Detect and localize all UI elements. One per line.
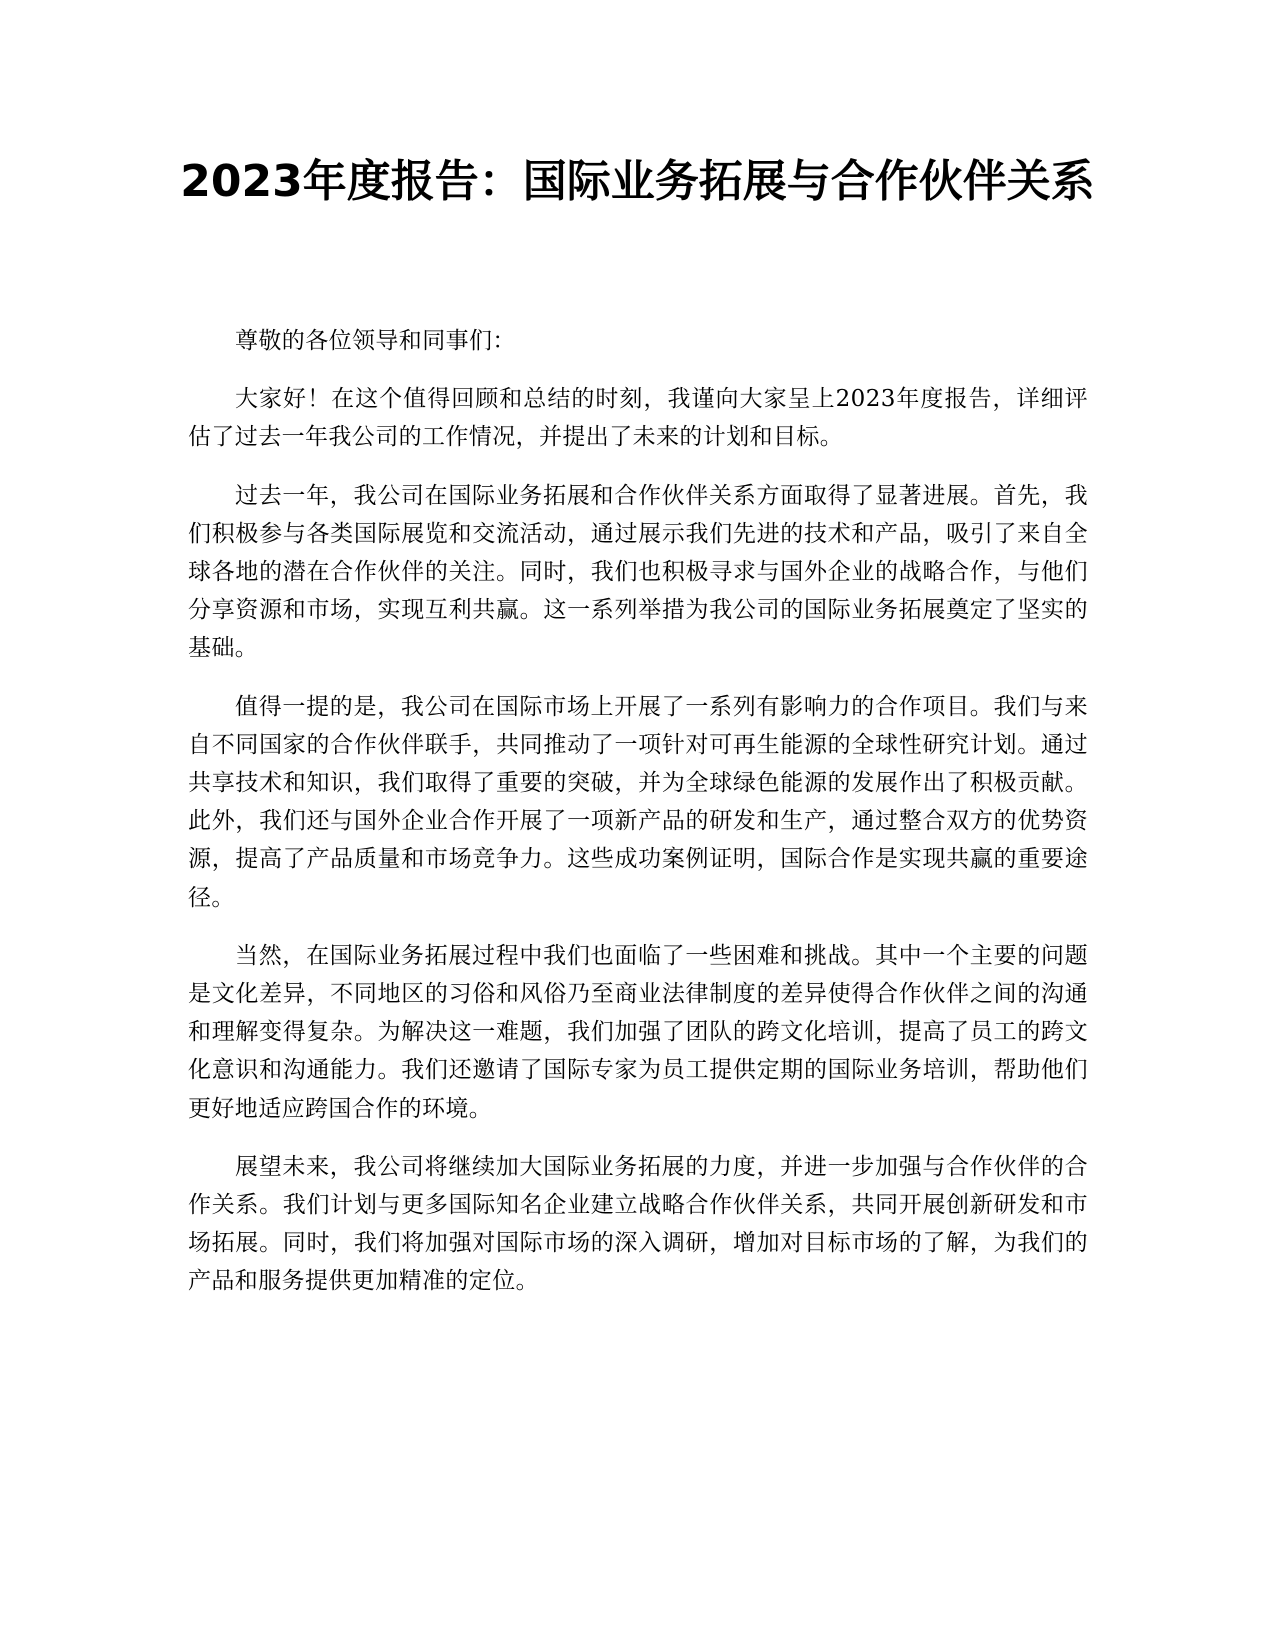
challenges-paragraph: 当然，在国际业务拓展过程中我们也面临了一些困难和挑战。其中一个主要的问题是文化差异，不同地区的习俗和风俗乃至商业法律制度的差异使得合作伙伴之间的沟通和理解变得复杂。为解决这一难题，我们加强了团队的跨文化培训，提高了员工的跨文化意识和沟通能力。我们还邀请了国际专家为员工提供定期的国际业务培训，帮助他们更好地适应跨国合作的环境。 <box>188 942 1088 1122</box>
projects-paragraph: 值得一提的是，我公司在国际市场上开展了一系列有影响力的合作项目。我们与来自不同国家的合作伙伴联手，共同推动了一项针对可再生能源的全球性研究计划。通过共享技术和知识，我们取得了重要的突破，并为全球绿色能源的发展作出了积极贡献。此外，我们还与国外企业合作开展了一项新产品的研发和生产，通过整合双方的优势资源，提高了产品质量和市场竞争力。这些成功案例证明，国际合作是实现共赢的重要途径。 <box>188 693 1088 911</box>
outlook-paragraph: 展望未来，我公司将继续加大国际业务拓展的力度，并进一步加强与合作伙伴的合作关系。我们计划与更多国际知名企业建立战略合作伙伴关系，共同开展创新研发和市场拓展。同时，我们将加强对国际市场的深入调研，增加对目标市场的了解，为我们的产品和服务提供更加精准的定位。 <box>188 1153 1088 1295</box>
document-body <box>188 322 1088 1321</box>
document-title: 2023年度报告：国际业务拓展与合作伙伴关系 <box>180 156 1095 207</box>
intro-paragraph: 大家好！在这个值得回顾和总结的时刻，我谨向大家呈上2023年度报告，详细评估了过去一年我公司的工作情况，并提出了未来的计划和目标。 <box>188 386 1088 451</box>
salutation-paragraph: 尊敬的各位领导和同事们： <box>235 328 516 354</box>
progress-paragraph: 过去一年，我公司在国际业务拓展和合作伙伴关系方面取得了显著进展。首先，我们积极参与各类国际展览和交流活动，通过展示我们先进的技术和产品，吸引了来自全球各地的潜在合作伙伴的关注。同时，我们也积极寻求与国外企业的战略合作，与他们分享资源和市场，实现互利共赢。这一系列举措为我公司的国际业务拓展奠定了坚实的基础。 <box>188 482 1088 662</box>
